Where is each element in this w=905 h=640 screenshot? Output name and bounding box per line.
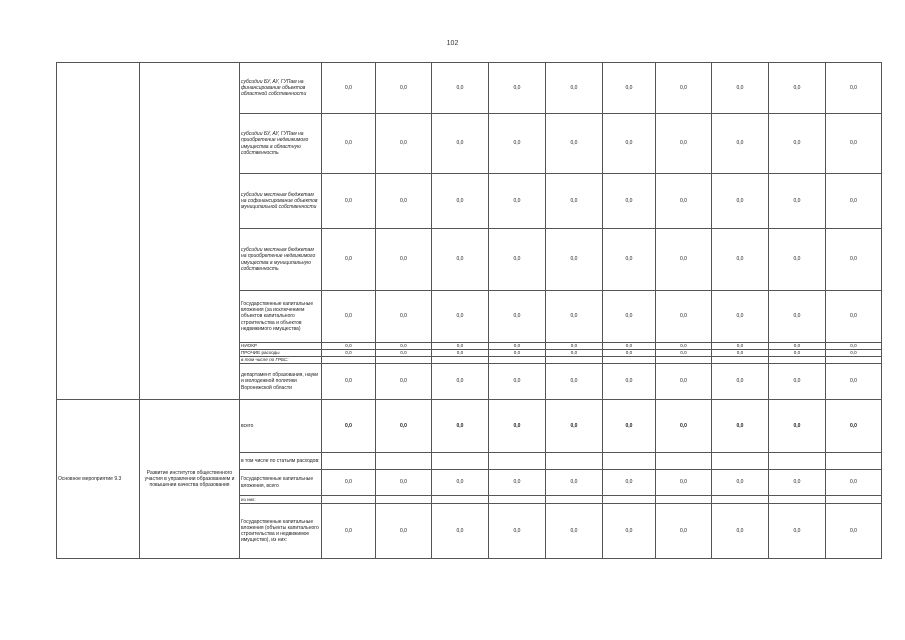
value-cell: 0,0 bbox=[603, 364, 656, 400]
value-cell: 0,0 bbox=[826, 229, 882, 291]
value-cell: 0,0 bbox=[826, 504, 882, 559]
value-cell: 0,0 bbox=[546, 364, 603, 400]
value-cell: 0,0 bbox=[712, 350, 769, 357]
value-cell: 0,0 bbox=[432, 343, 489, 350]
value-cell: 0,0 bbox=[546, 63, 603, 114]
row-label: субсидии БУ, АУ, ГУПам на финансирование объектов областной собственности bbox=[240, 63, 322, 114]
value-cell: 0,0 bbox=[322, 400, 376, 453]
value-cell: 0,0 bbox=[376, 400, 432, 453]
value-cell: 0,0 bbox=[712, 504, 769, 559]
value-cell: 0,0 bbox=[322, 63, 376, 114]
value-cell bbox=[656, 453, 712, 470]
value-cell: 0,0 bbox=[826, 400, 882, 453]
value-cell: 0,0 bbox=[376, 63, 432, 114]
row-label: в том числе по статьям расходов: bbox=[240, 453, 322, 470]
value-cell: 0,0 bbox=[712, 291, 769, 343]
value-cell: 0,0 bbox=[769, 291, 826, 343]
value-cell bbox=[546, 496, 603, 504]
value-cell: 0,0 bbox=[322, 291, 376, 343]
value-cell bbox=[432, 357, 489, 364]
value-cell: 0,0 bbox=[712, 229, 769, 291]
budget-table bbox=[56, 62, 882, 559]
value-cell: 0,0 bbox=[432, 114, 489, 174]
value-cell: 0,0 bbox=[376, 114, 432, 174]
value-cell: 0,0 bbox=[432, 229, 489, 291]
row-label: из них: bbox=[240, 496, 322, 504]
value-cell: 0,0 bbox=[656, 174, 712, 229]
value-cell: 0,0 bbox=[603, 291, 656, 343]
value-cell: 0,0 bbox=[656, 63, 712, 114]
value-cell: 0,0 bbox=[769, 470, 826, 496]
row-label: всего bbox=[240, 400, 322, 453]
value-cell: 0,0 bbox=[546, 504, 603, 559]
value-cell: 0,0 bbox=[769, 350, 826, 357]
value-cell: 0,0 bbox=[826, 63, 882, 114]
value-cell bbox=[322, 357, 376, 364]
value-cell: 0,0 bbox=[322, 343, 376, 350]
row-label: Государственные капитальные вложения (за исключением объектов капитального строительства и объектов недвижимого имущества) bbox=[240, 291, 322, 343]
value-cell: 0,0 bbox=[546, 470, 603, 496]
row-label: ПРОЧИЕ расходы bbox=[240, 350, 322, 357]
value-cell: 0,0 bbox=[432, 504, 489, 559]
measure-label: Основное мероприятие 9.3 bbox=[57, 400, 140, 559]
value-cell: 0,0 bbox=[546, 350, 603, 357]
value-cell: 0,0 bbox=[432, 364, 489, 400]
value-cell: 0,0 bbox=[656, 343, 712, 350]
value-cell: 0,0 bbox=[376, 470, 432, 496]
value-cell: 0,0 bbox=[432, 63, 489, 114]
value-cell bbox=[489, 357, 546, 364]
value-cell: 0,0 bbox=[656, 470, 712, 496]
value-cell: 0,0 bbox=[322, 114, 376, 174]
value-cell: 0,0 bbox=[826, 364, 882, 400]
value-cell: 0,0 bbox=[376, 504, 432, 559]
value-cell: 0,0 bbox=[489, 114, 546, 174]
page-number: 102 bbox=[446, 40, 459, 47]
value-cell: 0,0 bbox=[603, 63, 656, 114]
value-cell: 0,0 bbox=[322, 364, 376, 400]
value-cell: 0,0 bbox=[432, 174, 489, 229]
value-cell bbox=[769, 357, 826, 364]
value-cell bbox=[769, 453, 826, 470]
value-cell: 0,0 bbox=[322, 350, 376, 357]
value-cell: 0,0 bbox=[322, 229, 376, 291]
value-cell: 0,0 bbox=[603, 350, 656, 357]
value-cell: 0,0 bbox=[432, 400, 489, 453]
value-cell: 0,0 bbox=[546, 291, 603, 343]
value-cell bbox=[603, 357, 656, 364]
value-cell: 0,0 bbox=[322, 470, 376, 496]
value-cell: 0,0 bbox=[769, 343, 826, 350]
value-cell: 0,0 bbox=[489, 350, 546, 357]
value-cell: 0,0 bbox=[769, 63, 826, 114]
value-cell bbox=[656, 496, 712, 504]
value-cell: 0,0 bbox=[712, 174, 769, 229]
value-cell bbox=[322, 496, 376, 504]
value-cell: 0,0 bbox=[546, 114, 603, 174]
value-cell: 0,0 bbox=[432, 291, 489, 343]
value-cell: 0,0 bbox=[489, 229, 546, 291]
value-cell: 0,0 bbox=[376, 229, 432, 291]
value-cell: 0,0 bbox=[603, 343, 656, 350]
value-cell: 0,0 bbox=[489, 470, 546, 496]
value-cell bbox=[712, 496, 769, 504]
value-cell bbox=[546, 453, 603, 470]
value-cell: 0,0 bbox=[712, 114, 769, 174]
previous-description-cell bbox=[140, 63, 240, 400]
row-label: НИОКР bbox=[240, 343, 322, 350]
value-cell bbox=[712, 357, 769, 364]
value-cell: 0,0 bbox=[656, 400, 712, 453]
value-cell: 0,0 bbox=[603, 504, 656, 559]
value-cell bbox=[432, 453, 489, 470]
previous-measure-cell bbox=[57, 63, 140, 400]
value-cell bbox=[376, 453, 432, 470]
value-cell bbox=[656, 357, 712, 364]
row-label: Государственные капитальные вложения (объекты капитального строительства и недвижимое имущество), из них: bbox=[240, 504, 322, 559]
value-cell: 0,0 bbox=[826, 343, 882, 350]
value-cell: 0,0 bbox=[769, 364, 826, 400]
row-label: субсидии местным бюджетам на приобретение недвижимого имущества в муниципальную собственность bbox=[240, 229, 322, 291]
value-cell: 0,0 bbox=[603, 114, 656, 174]
value-cell: 0,0 bbox=[376, 364, 432, 400]
value-cell: 0,0 bbox=[376, 174, 432, 229]
value-cell: 0,0 bbox=[489, 364, 546, 400]
row-label: субсидии местным бюджетам на софинансирование объектов муниципальной собственности bbox=[240, 174, 322, 229]
value-cell: 0,0 bbox=[432, 470, 489, 496]
value-cell bbox=[489, 496, 546, 504]
value-cell: 0,0 bbox=[712, 364, 769, 400]
value-cell: 0,0 bbox=[826, 174, 882, 229]
row-label: субсидии БУ, АУ, ГУПам на приобретение недвижимого имущества в областную собственность bbox=[240, 114, 322, 174]
value-cell: 0,0 bbox=[712, 470, 769, 496]
value-cell bbox=[603, 496, 656, 504]
row-label: департамент образования, науки и молодежной политики Воронежской области bbox=[240, 364, 322, 400]
value-cell: 0,0 bbox=[489, 174, 546, 229]
value-cell: 0,0 bbox=[769, 504, 826, 559]
value-cell: 0,0 bbox=[546, 229, 603, 291]
value-cell: 0,0 bbox=[489, 291, 546, 343]
value-cell: 0,0 bbox=[603, 400, 656, 453]
value-cell: 0,0 bbox=[826, 291, 882, 343]
value-cell: 0,0 bbox=[489, 63, 546, 114]
value-cell: 0,0 bbox=[826, 114, 882, 174]
row-label: Государственные капитальные вложения, всего bbox=[240, 470, 322, 496]
value-cell: 0,0 bbox=[546, 400, 603, 453]
value-cell bbox=[712, 453, 769, 470]
value-cell bbox=[322, 453, 376, 470]
value-cell: 0,0 bbox=[769, 174, 826, 229]
value-cell: 0,0 bbox=[769, 229, 826, 291]
value-cell: 0,0 bbox=[712, 63, 769, 114]
value-cell: 0,0 bbox=[489, 400, 546, 453]
value-cell bbox=[489, 453, 546, 470]
value-cell: 0,0 bbox=[322, 504, 376, 559]
value-cell: 0,0 bbox=[546, 343, 603, 350]
value-cell bbox=[603, 453, 656, 470]
value-cell: 0,0 bbox=[322, 174, 376, 229]
value-cell bbox=[546, 357, 603, 364]
value-cell: 0,0 bbox=[656, 291, 712, 343]
value-cell: 0,0 bbox=[603, 174, 656, 229]
value-cell: 0,0 bbox=[656, 504, 712, 559]
value-cell: 0,0 bbox=[376, 291, 432, 343]
value-cell: 0,0 bbox=[712, 400, 769, 453]
value-cell: 0,0 bbox=[489, 343, 546, 350]
table-row bbox=[57, 63, 882, 114]
value-cell: 0,0 bbox=[489, 504, 546, 559]
value-cell: 0,0 bbox=[603, 470, 656, 496]
table-row bbox=[57, 400, 882, 453]
value-cell bbox=[826, 357, 882, 364]
value-cell: 0,0 bbox=[603, 229, 656, 291]
row-label: в том числе по ГРБС: bbox=[240, 357, 322, 364]
value-cell bbox=[432, 496, 489, 504]
measure-description: Развитие институтов общественного участия в управлении образованием и повышении качества образования bbox=[140, 400, 240, 559]
value-cell: 0,0 bbox=[826, 470, 882, 496]
value-cell: 0,0 bbox=[769, 400, 826, 453]
value-cell bbox=[826, 453, 882, 470]
value-cell: 0,0 bbox=[376, 350, 432, 357]
value-cell: 0,0 bbox=[432, 350, 489, 357]
value-cell: 0,0 bbox=[656, 350, 712, 357]
value-cell: 0,0 bbox=[656, 364, 712, 400]
value-cell: 0,0 bbox=[826, 350, 882, 357]
value-cell: 0,0 bbox=[712, 343, 769, 350]
value-cell bbox=[826, 496, 882, 504]
value-cell bbox=[769, 496, 826, 504]
value-cell: 0,0 bbox=[376, 343, 432, 350]
value-cell bbox=[376, 357, 432, 364]
value-cell: 0,0 bbox=[656, 114, 712, 174]
value-cell: 0,0 bbox=[769, 114, 826, 174]
value-cell: 0,0 bbox=[546, 174, 603, 229]
value-cell: 0,0 bbox=[656, 229, 712, 291]
value-cell bbox=[376, 496, 432, 504]
